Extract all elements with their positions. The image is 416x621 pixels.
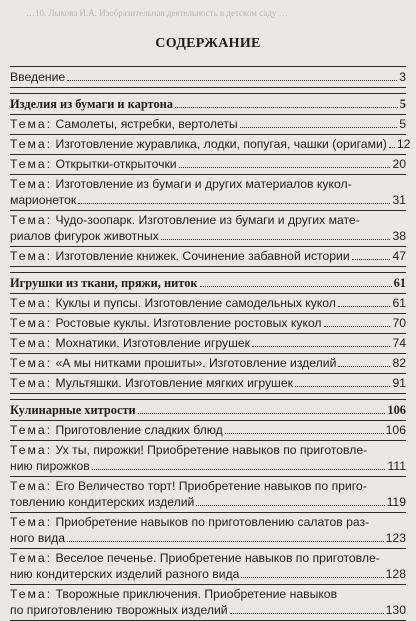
page-number: 38 (392, 229, 406, 243)
page-number: 82 (392, 356, 406, 370)
page-number: 5 (399, 97, 406, 111)
entry-text: Приготовление сладких блюд (55, 423, 223, 437)
toc-entry[interactable] (10, 441, 406, 477)
leader-dots (352, 259, 391, 260)
toc-section-heading[interactable] (10, 94, 406, 115)
section-title: Игрушки из ткани, пряжи, ниток (10, 276, 198, 290)
entry-label (10, 375, 293, 391)
toc-entry[interactable] (10, 175, 406, 211)
leader-dots (138, 413, 386, 414)
page-number: 31 (392, 193, 406, 207)
leader-dots (179, 167, 391, 168)
entry-text: нию пирожков (10, 459, 90, 473)
page-number: 106 (385, 423, 406, 437)
tema-prefix: Тема: (10, 356, 53, 370)
leader-dots (241, 577, 383, 578)
leader-dots (225, 433, 384, 434)
tema-prefix: Тема: (10, 213, 53, 227)
entry-text: Ростовые куклы. Изготовление ростовых кукол (55, 316, 322, 330)
leader-dots (175, 107, 398, 108)
entry-text: ного вида (10, 531, 66, 545)
page-number: 47 (392, 249, 406, 263)
tema-prefix: Тема: (10, 316, 53, 330)
entry-text: Его Величество торт! Приобретение навыков по приго- (55, 479, 367, 493)
tema-prefix: Тема: (10, 137, 53, 151)
entry-text: Куклы и пупсы. Изготовление самодельных кукол (55, 296, 336, 310)
toc-entry[interactable] (10, 211, 406, 247)
toc-entry[interactable] (10, 421, 406, 441)
entry-label (10, 156, 177, 172)
page-number: 130 (385, 603, 406, 617)
entry-text: нию кондитерских изделий разного вида (10, 567, 240, 581)
entry-label: Введение (10, 70, 66, 84)
tema-prefix: Тема: (10, 443, 53, 457)
entry-text: Изготовление журавлика, лодки, попугая, чашки (оригами) (55, 137, 387, 151)
leader-dots (161, 239, 391, 240)
toc-section-heading[interactable] (10, 273, 406, 294)
toc-entry[interactable] (10, 477, 406, 513)
toc-entry[interactable] (10, 247, 406, 267)
page-number: 20 (392, 157, 406, 171)
page-number: 106 (387, 403, 406, 417)
tema-prefix: Тема: (10, 177, 53, 191)
leader-dots (67, 80, 397, 81)
toc-entry[interactable] (10, 314, 406, 334)
tema-prefix: Тема: (10, 479, 53, 493)
tema-prefix: Тема: (10, 249, 53, 263)
page-number: 111 (387, 459, 406, 473)
entry-label (10, 315, 322, 331)
entry-label (10, 566, 239, 582)
toc-entry[interactable] (10, 549, 406, 585)
leader-dots (78, 203, 390, 204)
entry-text: Самолеты, ястребки, вертолеты (55, 117, 238, 131)
entry-label (10, 602, 228, 618)
entry-label (10, 458, 90, 474)
entry-text: Мохнатики. Изготовление игрушек (55, 336, 250, 350)
entry-label (10, 355, 336, 371)
leader-dots (230, 613, 384, 614)
entry-text: Творожные приключения. Приобретение навыков (55, 587, 338, 601)
entry-text: Ух ты, пирожки! Приобретение навыков по приготовле- (55, 443, 368, 457)
entry-text: Чудо-зоопарк. Изготовление из бумаги и других мате- (55, 213, 360, 227)
page-number: 3 (399, 70, 406, 84)
entry-label (10, 116, 238, 132)
page-number: 119 (386, 495, 406, 509)
toc-entry[interactable] (10, 294, 406, 314)
leader-dots (200, 286, 392, 287)
leader-dots (196, 505, 384, 506)
leader-dots (240, 127, 398, 128)
tema-prefix: Тема: (10, 157, 53, 171)
section-title: Кулинарные хитрости (10, 403, 136, 417)
entry-label (10, 136, 387, 152)
toc-entry[interactable] (10, 135, 411, 155)
tema-prefix: Тема: (10, 551, 53, 565)
entry-text: товлению кондитерских изделий (10, 495, 195, 509)
tema-prefix: Тема: (10, 515, 53, 529)
leader-dots (389, 147, 395, 148)
leader-dots (338, 306, 391, 307)
entry-text: Открытки-открыточки (55, 157, 177, 171)
leader-dots (92, 469, 386, 470)
leader-dots (295, 386, 390, 387)
toc-entry[interactable] (10, 354, 406, 374)
tema-prefix: Тема: (10, 336, 53, 350)
entry-label (10, 228, 159, 244)
entry-text: Мультяшки. Изготовление мягких игрушек (55, 376, 293, 390)
page-number: 61 (393, 276, 406, 290)
entry-text: марионеток (10, 193, 77, 207)
toc-entry[interactable] (10, 585, 406, 621)
entry-label (10, 530, 65, 546)
entry-label (10, 192, 76, 208)
leader-dots (67, 541, 384, 542)
tema-prefix: Тема: (10, 376, 53, 390)
toc-entry[interactable] (10, 155, 406, 175)
entry-text: «А мы нитками прошиты». Изготовление изделий (55, 356, 337, 370)
entry-label (10, 494, 194, 510)
page-number: 12 (396, 137, 411, 151)
page-number: 74 (392, 336, 406, 350)
page-number: 61 (392, 296, 406, 310)
tema-prefix: Тема: (10, 296, 53, 310)
page-number: 70 (392, 316, 406, 330)
entry-label (10, 248, 350, 264)
entry-text: Изготовление из бумаги и других материалов кукол- (55, 177, 352, 191)
tema-prefix: Тема: (10, 423, 53, 437)
page-number: 128 (385, 567, 406, 581)
entry-label (10, 295, 336, 311)
page-number: 123 (385, 531, 406, 545)
section-title: Изделия из бумаги и картона (10, 97, 174, 111)
bleed-through-text: …10. Лыкова И.А. Изобразительная деятельность в детском саду … (26, 8, 288, 18)
entry-text: Изготовление книжек. Сочинение забавной истории (55, 249, 350, 263)
page-title: СОДЕРЖАНИЕ (155, 36, 261, 51)
toc-body (10, 88, 411, 621)
leader-dots (338, 366, 390, 367)
toc-section-heading[interactable] (10, 400, 406, 421)
leader-dots (324, 326, 391, 327)
entry-text: риалов фигурок животных (10, 229, 159, 243)
entry-label (10, 335, 250, 351)
toc-entry[interactable] (10, 513, 406, 549)
toc-entry[interactable] (10, 115, 406, 135)
tema-prefix: Тема: (10, 587, 53, 601)
toc-entry-intro[interactable] (10, 67, 406, 88)
tema-prefix: Тема: (10, 117, 53, 131)
leader-dots (252, 346, 390, 347)
entry-text: Приобретение навыков по приготовлению салатов раз- (55, 515, 370, 529)
toc-entry[interactable] (10, 374, 406, 394)
entry-label (10, 422, 223, 438)
page-number: 91 (392, 376, 406, 390)
page-number: 5 (399, 117, 406, 131)
entry-text: по приготовлению творожных изделий (10, 603, 228, 617)
toc-entry[interactable] (10, 334, 406, 354)
entry-text: Веселое печенье. Приобретение навыков по приготовле- (55, 551, 380, 565)
